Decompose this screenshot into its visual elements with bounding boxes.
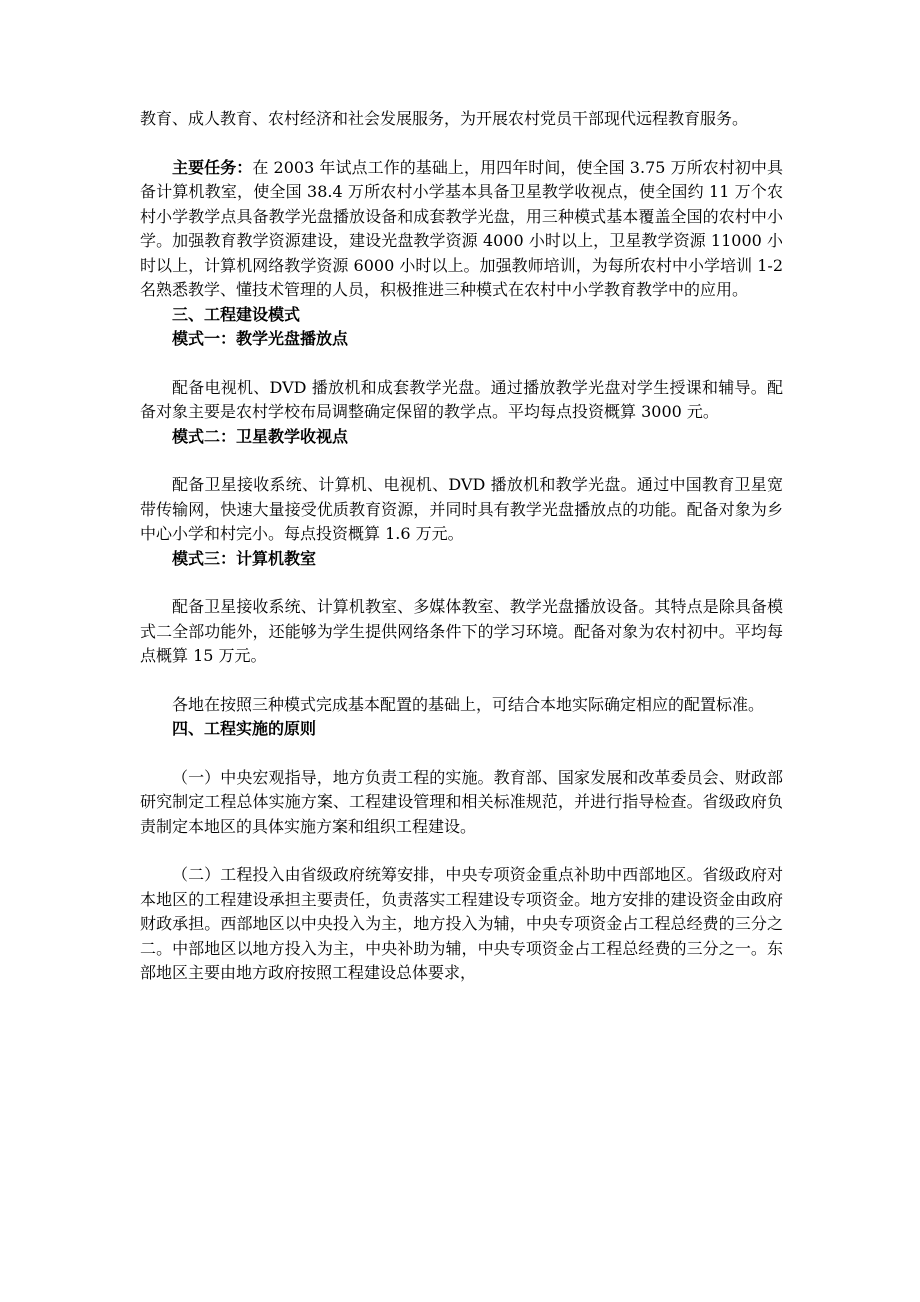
paragraph-intro-continuation: 教育、成人教育、农村经济和社会发展服务，为开展农村党员干部现代远程教育服务。 — [140, 109, 749, 128]
main-tasks-text: 在 2003 年试点工作的基础上，用四年时间，使全国 3.75 万所农村初中具备计算机教室，使全国 38.4 万所农村小学基本具备卫星教学收视点，使全国约 11 万个农村小学教学点具备教学光盘播放设备和成套教学光盘，用三种模式基本覆盖全国的农村中小学。加强教育教学资源建设，建设光盘教学资源 4000 小时以上，卫星教学资源 11000 小时以上，计算机网络教学资源 6000 小时以上。加强教师培训，为每所农村中小学培训 1-2 名熟悉教学、懂技术管理的人员，积极推进三种模式在农村中小学教育教学中的应用。 — [140, 157, 783, 299]
principle-two-paragraph: （二）工程投入由省级政府统筹安排，中央专项资金重点补助中西部地区。省级政府对本地区的工程建设承担主要责任，负责落实工程建设专项资金。地方安排的建设资金由政府财政承担。西部地区以中央投入为主，地方投入为辅，中央专项资金占工程总经费的三分之二。中部地区以地方投入为主，中央补助为辅，中央专项资金占工程总经费的三分之一。东部地区主要由地方政府按照工程建设总体要求， — [140, 865, 783, 982]
section-heading-implementation-principles: 四、工程实施的原则 — [172, 719, 317, 738]
mode-three-paragraph: 配备卫星接收系统、计算机教室、多媒体教室、教学光盘播放设备。其特点是除具备模式二全部功能外，还能够为学生提供网络条件下的学习环境。配备对象为农村初中。平均每点概算 15 万元。 — [140, 597, 783, 665]
section-heading-construction-modes: 三、工程建设模式 — [172, 304, 301, 324]
document-page — [140, 107, 783, 986]
main-tasks-label: 主要任务： — [172, 157, 253, 177]
mode-one-paragraph: 配备电视机、DVD 播放机和成套教学光盘。通过播放教学光盘对学生授课和辅导。配备对象主要是农村学校布局调整确定保留的教学点。平均每点投资概算 3000 元。 — [140, 377, 783, 421]
mode-one-heading: 模式一：教学光盘播放点 — [172, 329, 349, 348]
local-configuration-paragraph: 各地在按照三种模式完成基本配置的基础上，可结合本地实际确定相应的配置标准。 — [172, 694, 765, 714]
mode-two-heading: 模式二：卫星教学收视点 — [172, 426, 349, 446]
mode-three-heading: 模式三：计算机教室 — [172, 548, 317, 568]
principle-one-paragraph: （一）中央宏观指导，地方负责工程的实施。教育部、国家发展和改革委员会、财政部研究制定工程总体实施方案、工程建设管理和相关标准规范，并进行指导检查。省级政府负责制定本地区的具体实施方案和组织工程建设。 — [140, 767, 783, 836]
mode-two-paragraph: 配备卫星接收系统、计算机、电视机、DVD 播放机和教学光盘。通过中国教育卫星宽带传输网，快速大量接受优质教育资源，并同时具有教学光盘播放点的功能。配备对象为乡中心小学和村完小。每点投资概算 1.6 万元。 — [140, 475, 783, 543]
paragraph-main-tasks — [140, 156, 783, 303]
